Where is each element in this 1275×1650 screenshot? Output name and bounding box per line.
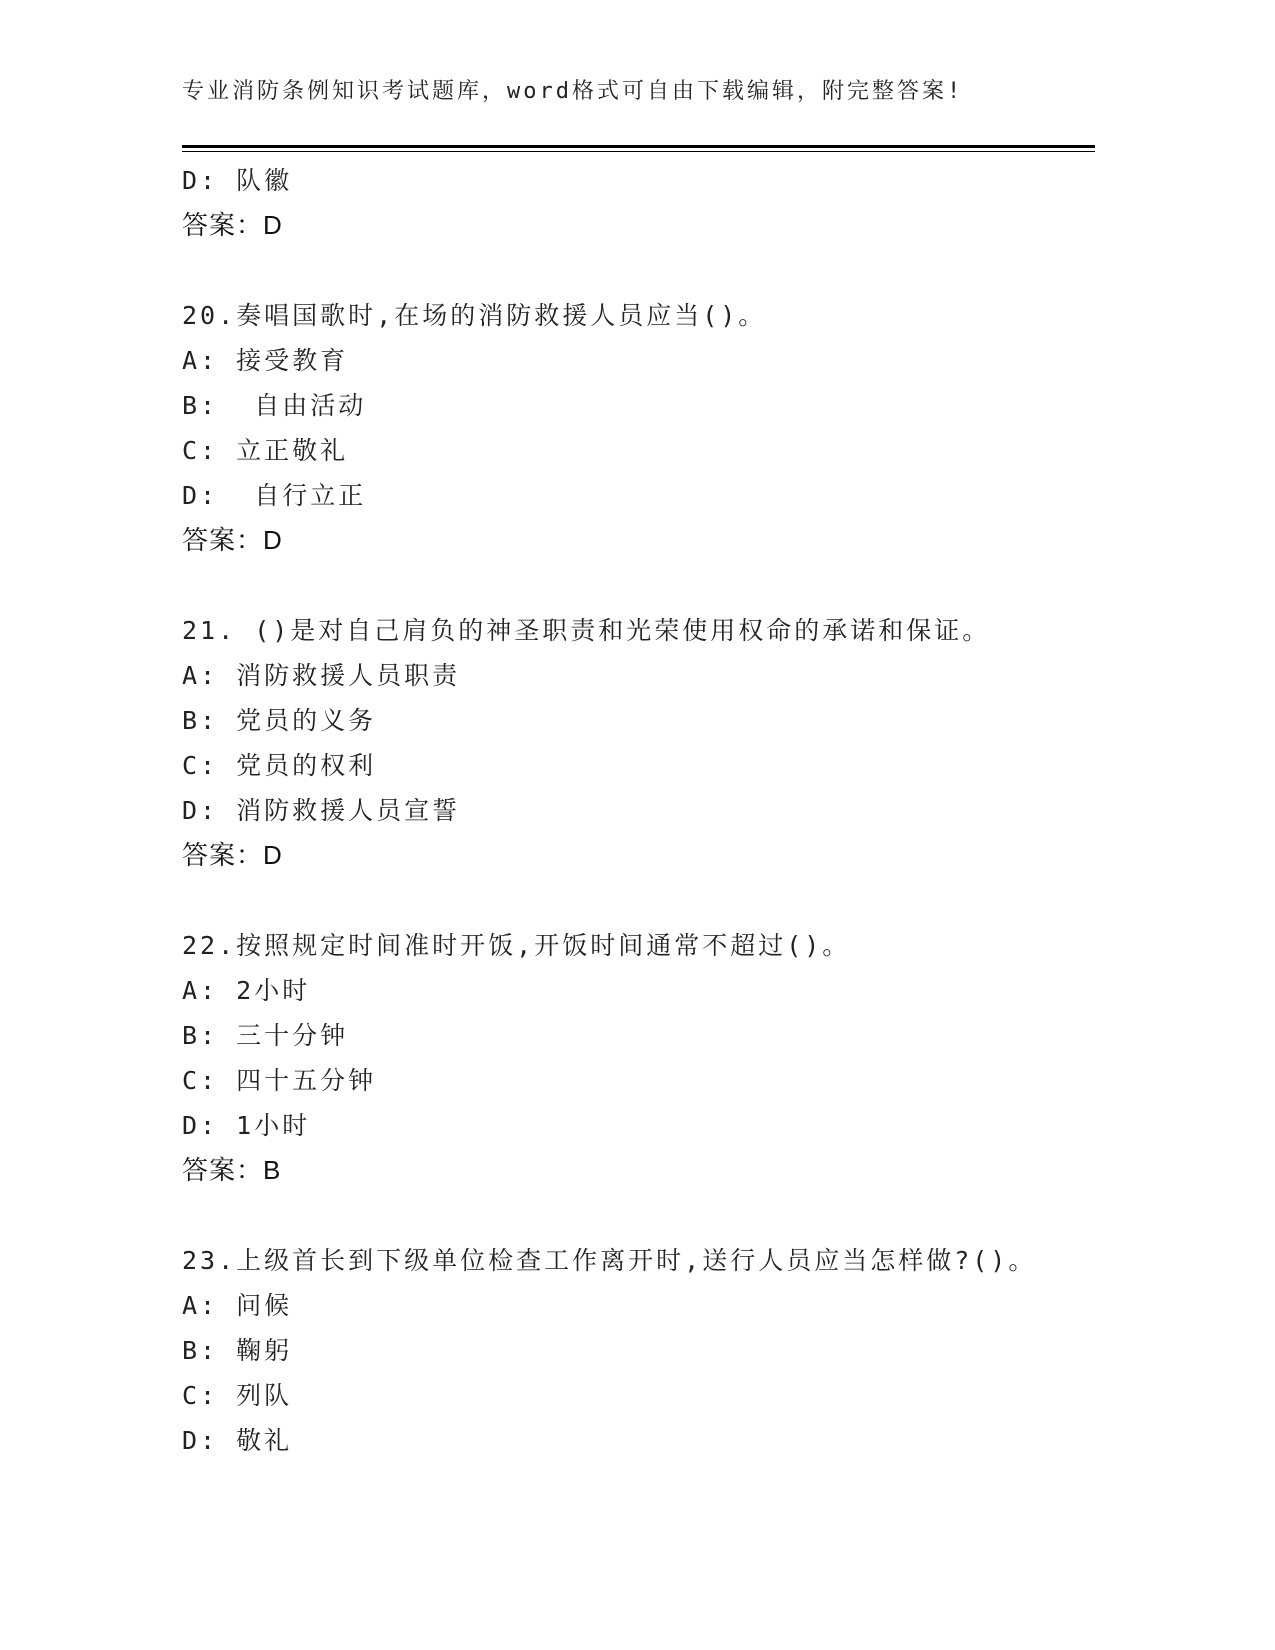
option-d: D: 1小时: [182, 1111, 311, 1140]
question-stem: 22.按照规定时间准时开饭,开饭时间通常不超过()。: [182, 931, 851, 960]
option-c: C: 党员的权利: [182, 751, 377, 780]
answer: 答案：D: [182, 840, 283, 870]
option-a: A: 消防救援人员职责: [182, 661, 461, 690]
option-b: B: 党员的义务: [182, 706, 377, 735]
option-b: B: 鞠躬: [182, 1336, 293, 1365]
spacer: [182, 1193, 1095, 1238]
question-23: [182, 1238, 1095, 1463]
spacer: [182, 878, 1095, 923]
option-d: D: 敬礼: [182, 1426, 293, 1455]
option-d: D: 消防救援人员宣誓: [182, 796, 461, 825]
option-c: C: 列队: [182, 1381, 293, 1410]
question-stem: 21. ()是对自己肩负的神圣职责和光荣使用权命的承诺和保证。: [182, 616, 991, 645]
spacer: [182, 248, 1095, 293]
page-header: 专业消防条例知识考试题库，word格式可自由下载编辑，附完整答案!: [182, 79, 964, 104]
option-c: C: 立正敬礼: [182, 436, 349, 465]
option-d: D: 队徽: [182, 166, 293, 195]
question-22: [182, 923, 1095, 1193]
option-a: A: 2小时: [182, 976, 311, 1005]
header-rule-thin: [182, 151, 1095, 152]
answer: 答案：D: [182, 210, 283, 240]
question-stem: 20.奏唱国歌时,在场的消防救援人员应当()。: [182, 301, 767, 330]
header-rule-thick: [182, 145, 1095, 148]
spacer: [182, 563, 1095, 608]
answer: 答案：B: [182, 1155, 282, 1185]
question-20: [182, 293, 1095, 563]
question-stem: 23.上级首长到下级单位检查工作离开时,送行人员应当怎样做?()。: [182, 1246, 1037, 1275]
option-a: A: 问候: [182, 1291, 293, 1320]
answer: 答案：D: [182, 525, 283, 555]
question-21: [182, 608, 1095, 878]
option-b: B: 自由活动: [182, 391, 367, 420]
option-b: B: 三十分钟: [182, 1021, 349, 1050]
document-body: [182, 158, 1095, 1463]
option-d: D: 自行立正: [182, 481, 367, 510]
option-a: A: 接受教育: [182, 346, 349, 375]
option-c: C: 四十五分钟: [182, 1066, 377, 1095]
